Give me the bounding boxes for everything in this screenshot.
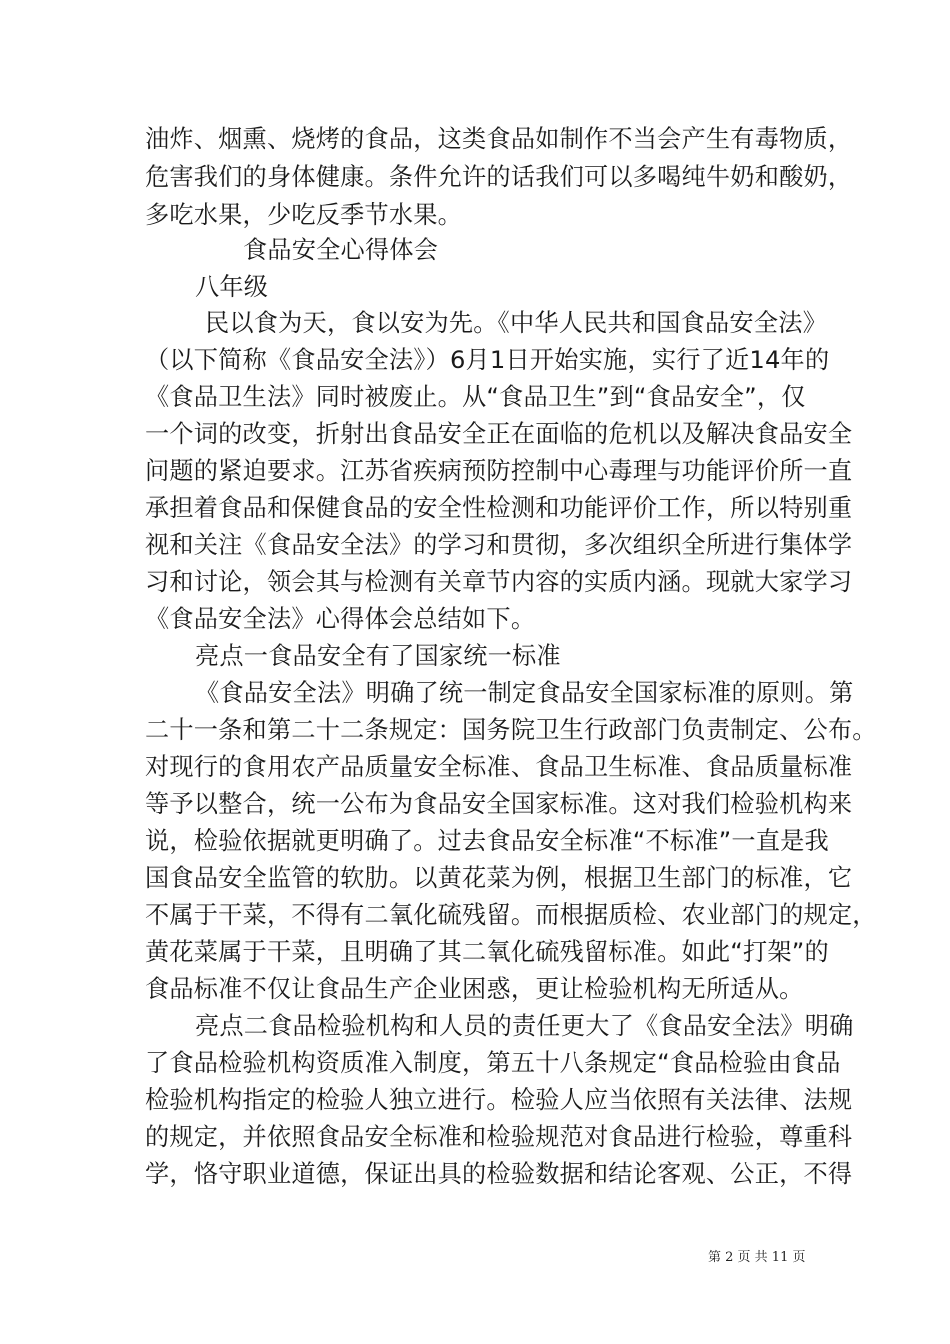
paragraph-line: （以下简称《食品安全法》）6月1日开始实施，实行了近14年的	[145, 346, 830, 374]
paragraph-line: 《食品卫生法》同时被废止。从“食品卫生”到“食品安全”，仅	[145, 383, 806, 411]
paragraph-line: 亮点二食品检验机构和人员的责任更大了《食品安全法》明确	[195, 1012, 854, 1040]
paragraph-line: 《食品安全法》明确了统一制定食品安全国家标准的原则。第	[195, 679, 854, 707]
paragraph-line: 视和关注《食品安全法》的学习和贯彻，多次组织全所进行集体学	[145, 531, 853, 559]
paragraph-line: 《食品安全法》心得体会总结如下。	[145, 605, 536, 633]
paragraph-line: 一个词的改变，折射出食品安全正在面临的危机以及解决食品安全	[145, 420, 853, 448]
paragraph-line: 黄花菜属于干菜，且明确了其二氧化硫残留标准。如此“打架”的	[145, 938, 829, 966]
paragraph-line: 检验机构指定的检验人独立进行。检验人应当依照有关法律、法规	[145, 1086, 853, 1114]
paragraph-line: 等予以整合，统一公布为食品安全国家标准。这对我们检验机构来	[145, 790, 853, 818]
paragraph-line: 承担着食品和保健食品的安全性检测和功能评价工作，所以特别重	[145, 494, 853, 522]
paragraph-line: 的规定，并依照食品安全标准和检验规范对食品进行检验，尊重科	[145, 1123, 853, 1151]
paragraph-line: 不属于干菜，不得有二氧化硫残留。而根据质检、农业部门的规定，	[145, 901, 877, 929]
paragraph-line: 对现行的食用农产品质量安全标准、食品卫生标准、食品质量标准	[145, 753, 853, 781]
paragraph-line: 了食品检验机构资质准入制度，第五十八条规定“食品检验由食品	[145, 1049, 841, 1077]
page-number-footer: 第 2 页 共 11 页	[708, 1250, 806, 1265]
paragraph-line: 多吃水果，少吃反季节水果。	[145, 201, 463, 229]
paragraph-line: 民以食为天，食以安为先。《中华人民共和国食品安全法》	[205, 309, 827, 337]
paragraph-line: 食品标准不仅让食品生产企业困惑，更让检验机构无所适从。	[145, 975, 804, 1003]
section-heading: 亮点一食品安全有了国家统一标准	[195, 642, 561, 670]
paragraph-line: 国食品安全监管的软肋。以黄花菜为例，根据卫生部门的标准，它	[145, 864, 853, 892]
grade-label: 八年级	[195, 273, 269, 301]
paragraph-line: 说，检验依据就更明确了。过去食品安全标准“不标准”一直是我	[145, 827, 829, 855]
paragraph-line: 油炸、烟熏、烧烤的食品，这类食品如制作不当会产生有毒物质，	[145, 125, 853, 153]
document-title: 食品安全心得体会	[243, 236, 439, 264]
paragraph-line: 二十一条和第二十二条规定：国务院卫生行政部门负责制定、公布。	[145, 716, 877, 744]
paragraph-line: 习和讨论，领会其与检测有关章节内容的实质内涵。现就大家学习	[145, 568, 853, 596]
paragraph-line: 危害我们的身体健康。条件允许的话我们可以多喝纯牛奶和酸奶，	[145, 163, 853, 191]
paragraph-line: 问题的紧迫要求。江苏省疾病预防控制中心毒理与功能评价所一直	[145, 457, 853, 485]
paragraph-line: 学，恪守职业道德，保证出具的检验数据和结论客观、公正，不得	[145, 1160, 853, 1188]
